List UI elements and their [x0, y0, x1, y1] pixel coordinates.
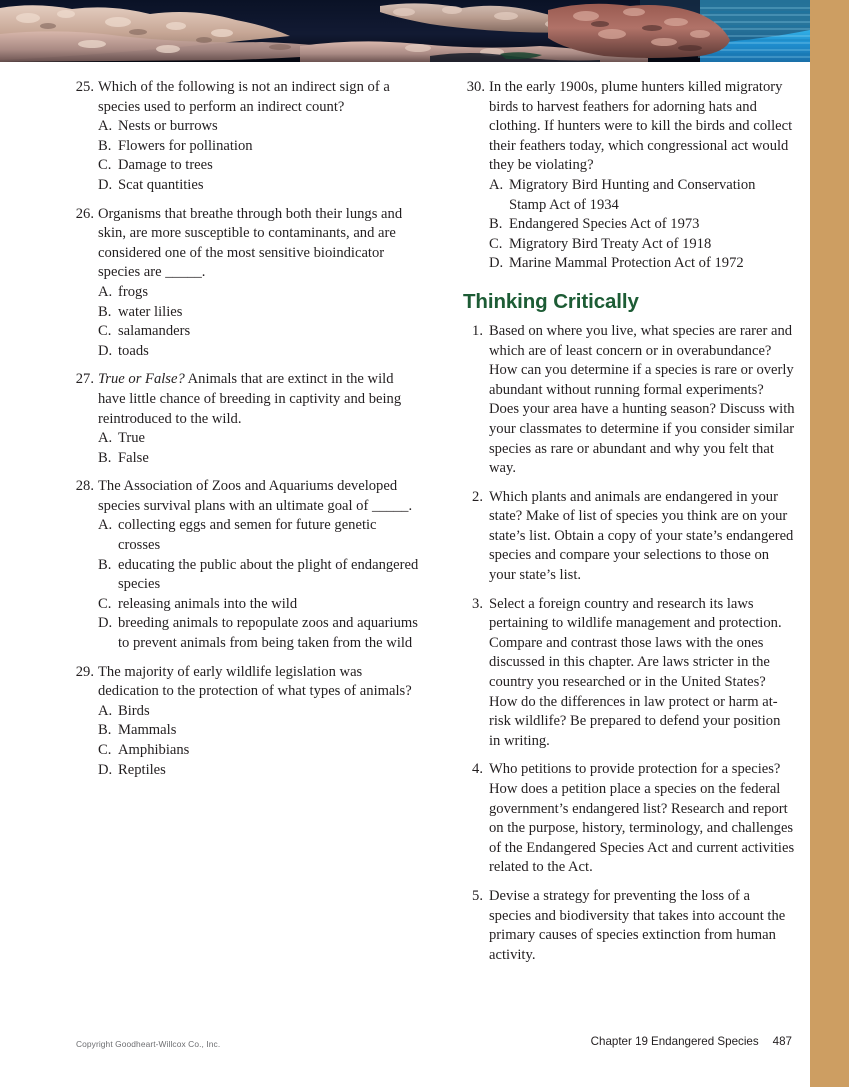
answer-choices — [98, 516, 422, 653]
choice-letter: B. — [489, 216, 503, 233]
review-question — [72, 477, 422, 653]
page-footer — [0, 1035, 810, 1055]
choice-letter: B. — [98, 303, 112, 320]
choice-text: True — [118, 430, 146, 447]
answer-choice[interactable] — [98, 303, 422, 323]
choice-letter: C. — [98, 157, 112, 174]
answer-choice[interactable] — [98, 556, 422, 595]
question-number: 30. — [466, 79, 485, 95]
answer-choices — [98, 117, 422, 195]
page-number: 487 — [772, 1035, 792, 1048]
chapter-title: Endangered Species — [651, 1035, 759, 1048]
answer-choice[interactable] — [98, 137, 422, 157]
choice-text: Reptiles — [118, 761, 166, 778]
choice-letter: A. — [98, 517, 113, 534]
review-question — [72, 78, 422, 196]
item-number: 3. — [472, 595, 483, 612]
question-number: 27. — [75, 371, 94, 388]
answer-choices — [98, 429, 422, 468]
answer-choice[interactable] — [98, 176, 422, 196]
review-question — [72, 205, 422, 362]
folio — [591, 1035, 792, 1048]
answer-choice[interactable] — [98, 156, 422, 176]
choice-text: Endangered Species Act of 1973 — [509, 216, 700, 233]
answer-choice[interactable] — [98, 449, 422, 469]
choice-text: Marine Mammal Protection Act of 1972 — [509, 255, 744, 272]
answer-choice[interactable] — [98, 342, 422, 362]
choice-letter: C. — [489, 235, 503, 252]
left-column — [72, 78, 422, 789]
page-edge-bar — [810, 0, 849, 1087]
question-number: 29. — [75, 663, 94, 680]
answer-choices — [98, 283, 422, 361]
thinking-critically-item — [463, 595, 795, 752]
thinking-critically-item — [463, 322, 795, 479]
choice-letter: C. — [98, 595, 112, 612]
answer-choice[interactable] — [489, 215, 795, 235]
choice-letter: B. — [98, 137, 112, 154]
item-text: Who petitions to provide protection for a species? How does a petition place a species on the federal government’s endangered list? Research and report on the purpose, history, terminology, and challenges of the Endangered Species Act and current activities related to the Act. — [489, 761, 795, 876]
choice-text: Amphibians — [118, 742, 190, 758]
choice-text: Nests or burrows — [118, 118, 218, 135]
item-number: 5. — [472, 887, 483, 904]
copyright-notice: Copyright Goodheart-Willcox Co., Inc. — [76, 1039, 221, 1049]
choice-text: Damage to trees — [118, 157, 213, 174]
item-text: Select a foreign country and research its laws pertaining to wildlife management and protection. Compare and contrast those laws with the ones discussed in this chapter. Are laws stricter in the country you researched or in the United States? How do the differences in law protect or harm at-risk wildlife? Be prepared to defend your position in writing. — [489, 595, 782, 749]
question-stem-emphasis: True or False? — [98, 371, 185, 388]
choice-text: salamanders — [118, 323, 191, 340]
choice-text: water lilies — [118, 303, 183, 320]
choice-text: collecting eggs and semen for future genetic crosses — [118, 517, 377, 554]
review-question — [72, 370, 422, 468]
item-number: 2. — [472, 488, 483, 505]
question-stem: In the early 1900s, plume hunters killed migratory birds to harvest feathers for adorning hats and clothing. If hunters were to kill the birds and collect their feathers today, which congressional act would they be violating? — [489, 79, 793, 174]
question-stem — [98, 370, 422, 429]
answer-choice[interactable] — [489, 235, 795, 255]
thinking-critically-item — [463, 887, 795, 965]
choice-letter: D. — [489, 255, 504, 272]
choice-text: Migratory Bird Hunting and Conservation Stamp Act of 1934 — [509, 176, 756, 213]
choice-letter: A. — [489, 176, 504, 193]
answer-choice[interactable] — [98, 322, 422, 342]
answer-choice[interactable] — [98, 741, 422, 761]
answer-choices — [489, 176, 795, 274]
item-text: Which plants and animals are endangered in your state? Make of list of species you think are on your state’s list. Obtain a copy of your state’s endangered species and compare your selections to those on your state’s list. — [489, 488, 794, 584]
question-stem: The Association of Zoos and Aquariums developed species survival plans with an ultimate goal of _____. — [98, 478, 413, 514]
thinking-critically-list — [463, 322, 795, 965]
choice-text: Birds — [118, 702, 150, 719]
choice-text: Scat quantities — [118, 176, 204, 193]
review-question — [463, 78, 795, 274]
answer-choice[interactable] — [98, 721, 422, 741]
answer-choice[interactable] — [98, 702, 422, 722]
choice-text: Flowers for pollination — [118, 137, 253, 154]
item-number: 1. — [472, 322, 483, 339]
choice-letter: B. — [98, 722, 112, 739]
answer-choice[interactable] — [98, 429, 422, 449]
choice-text: Migratory Bird Treaty Act of 1918 — [509, 235, 712, 252]
answer-choice[interactable] — [98, 761, 422, 781]
choice-letter: A. — [98, 283, 113, 300]
item-text: Based on where you live, what species are rarer and which are of least concern or in overabundance? How can you determine if a species is rare or overly abundant without running formal experiments? Does your area have a hunting season? Discuss with your classmates to determine if you consider similar species as rare or abundant and why you felt that way. — [489, 322, 795, 477]
answer-choice[interactable] — [98, 595, 422, 615]
answer-choice[interactable] — [98, 117, 422, 137]
choice-letter: A. — [98, 430, 113, 447]
thinking-critically-item — [463, 488, 795, 586]
question-stem: Which of the following is not an indirect sign of a species used to perform an indirect count? — [98, 79, 390, 115]
choice-text: educating the public about the plight of endangered species — [118, 556, 419, 593]
choice-letter: C. — [98, 742, 112, 758]
thinking-critically-heading: Thinking Critically — [463, 289, 639, 313]
choice-letter: D. — [98, 615, 113, 632]
right-column — [463, 78, 795, 974]
choice-letter: A. — [98, 702, 113, 719]
choice-letter: D. — [98, 342, 113, 359]
review-questions-left — [72, 78, 422, 780]
review-questions-right — [463, 78, 795, 274]
choice-text: Mammals — [118, 722, 177, 739]
question-stem-text: Animals that are extinct in the wild have little chance of breeding in captivity and being reintroduced to the wild. — [98, 371, 402, 427]
answer-choice[interactable] — [98, 516, 422, 555]
answer-choice[interactable] — [98, 283, 422, 303]
choice-text: frogs — [118, 283, 148, 300]
answer-choice[interactable] — [489, 254, 795, 274]
choice-letter: A. — [98, 118, 113, 135]
question-stem: Organisms that breathe through both their lungs and skin, are more susceptible to contaminants, and are considered one of the most sensitive bioindicator species are _____. — [98, 205, 403, 281]
choice-text: False — [118, 449, 149, 466]
choice-letter: C. — [98, 323, 112, 340]
choice-letter: D. — [98, 761, 113, 778]
item-number: 4. — [472, 761, 483, 778]
coastal-rocks-photo — [0, 0, 810, 62]
review-question — [72, 663, 422, 781]
item-text: Devise a strategy for preventing the loss of a species and biodiversity that takes into account the primary causes of species extinction from human activity. — [489, 887, 786, 963]
choice-letter: B. — [98, 556, 112, 573]
choice-text: breeding animals to repopulate zoos and aquariums to prevent animals from being taken from the wild — [118, 615, 418, 652]
chapter-label: Chapter 19 — [590, 1035, 648, 1048]
question-number: 26. — [75, 205, 94, 222]
question-number: 25. — [75, 79, 94, 95]
header-photo-band — [0, 0, 810, 62]
answer-choice[interactable] — [489, 176, 795, 215]
choice-letter: D. — [98, 176, 113, 193]
answer-choices — [98, 702, 422, 780]
choice-letter: B. — [98, 449, 112, 466]
answer-choice[interactable] — [98, 614, 422, 653]
choice-text: releasing animals into the wild — [118, 595, 298, 612]
question-stem: The majority of early wildlife legislation was dedication to the protection of what types of animals? — [98, 663, 412, 700]
thinking-critically-item — [463, 760, 795, 878]
choice-text: toads — [118, 342, 149, 359]
question-number: 28. — [75, 478, 94, 495]
